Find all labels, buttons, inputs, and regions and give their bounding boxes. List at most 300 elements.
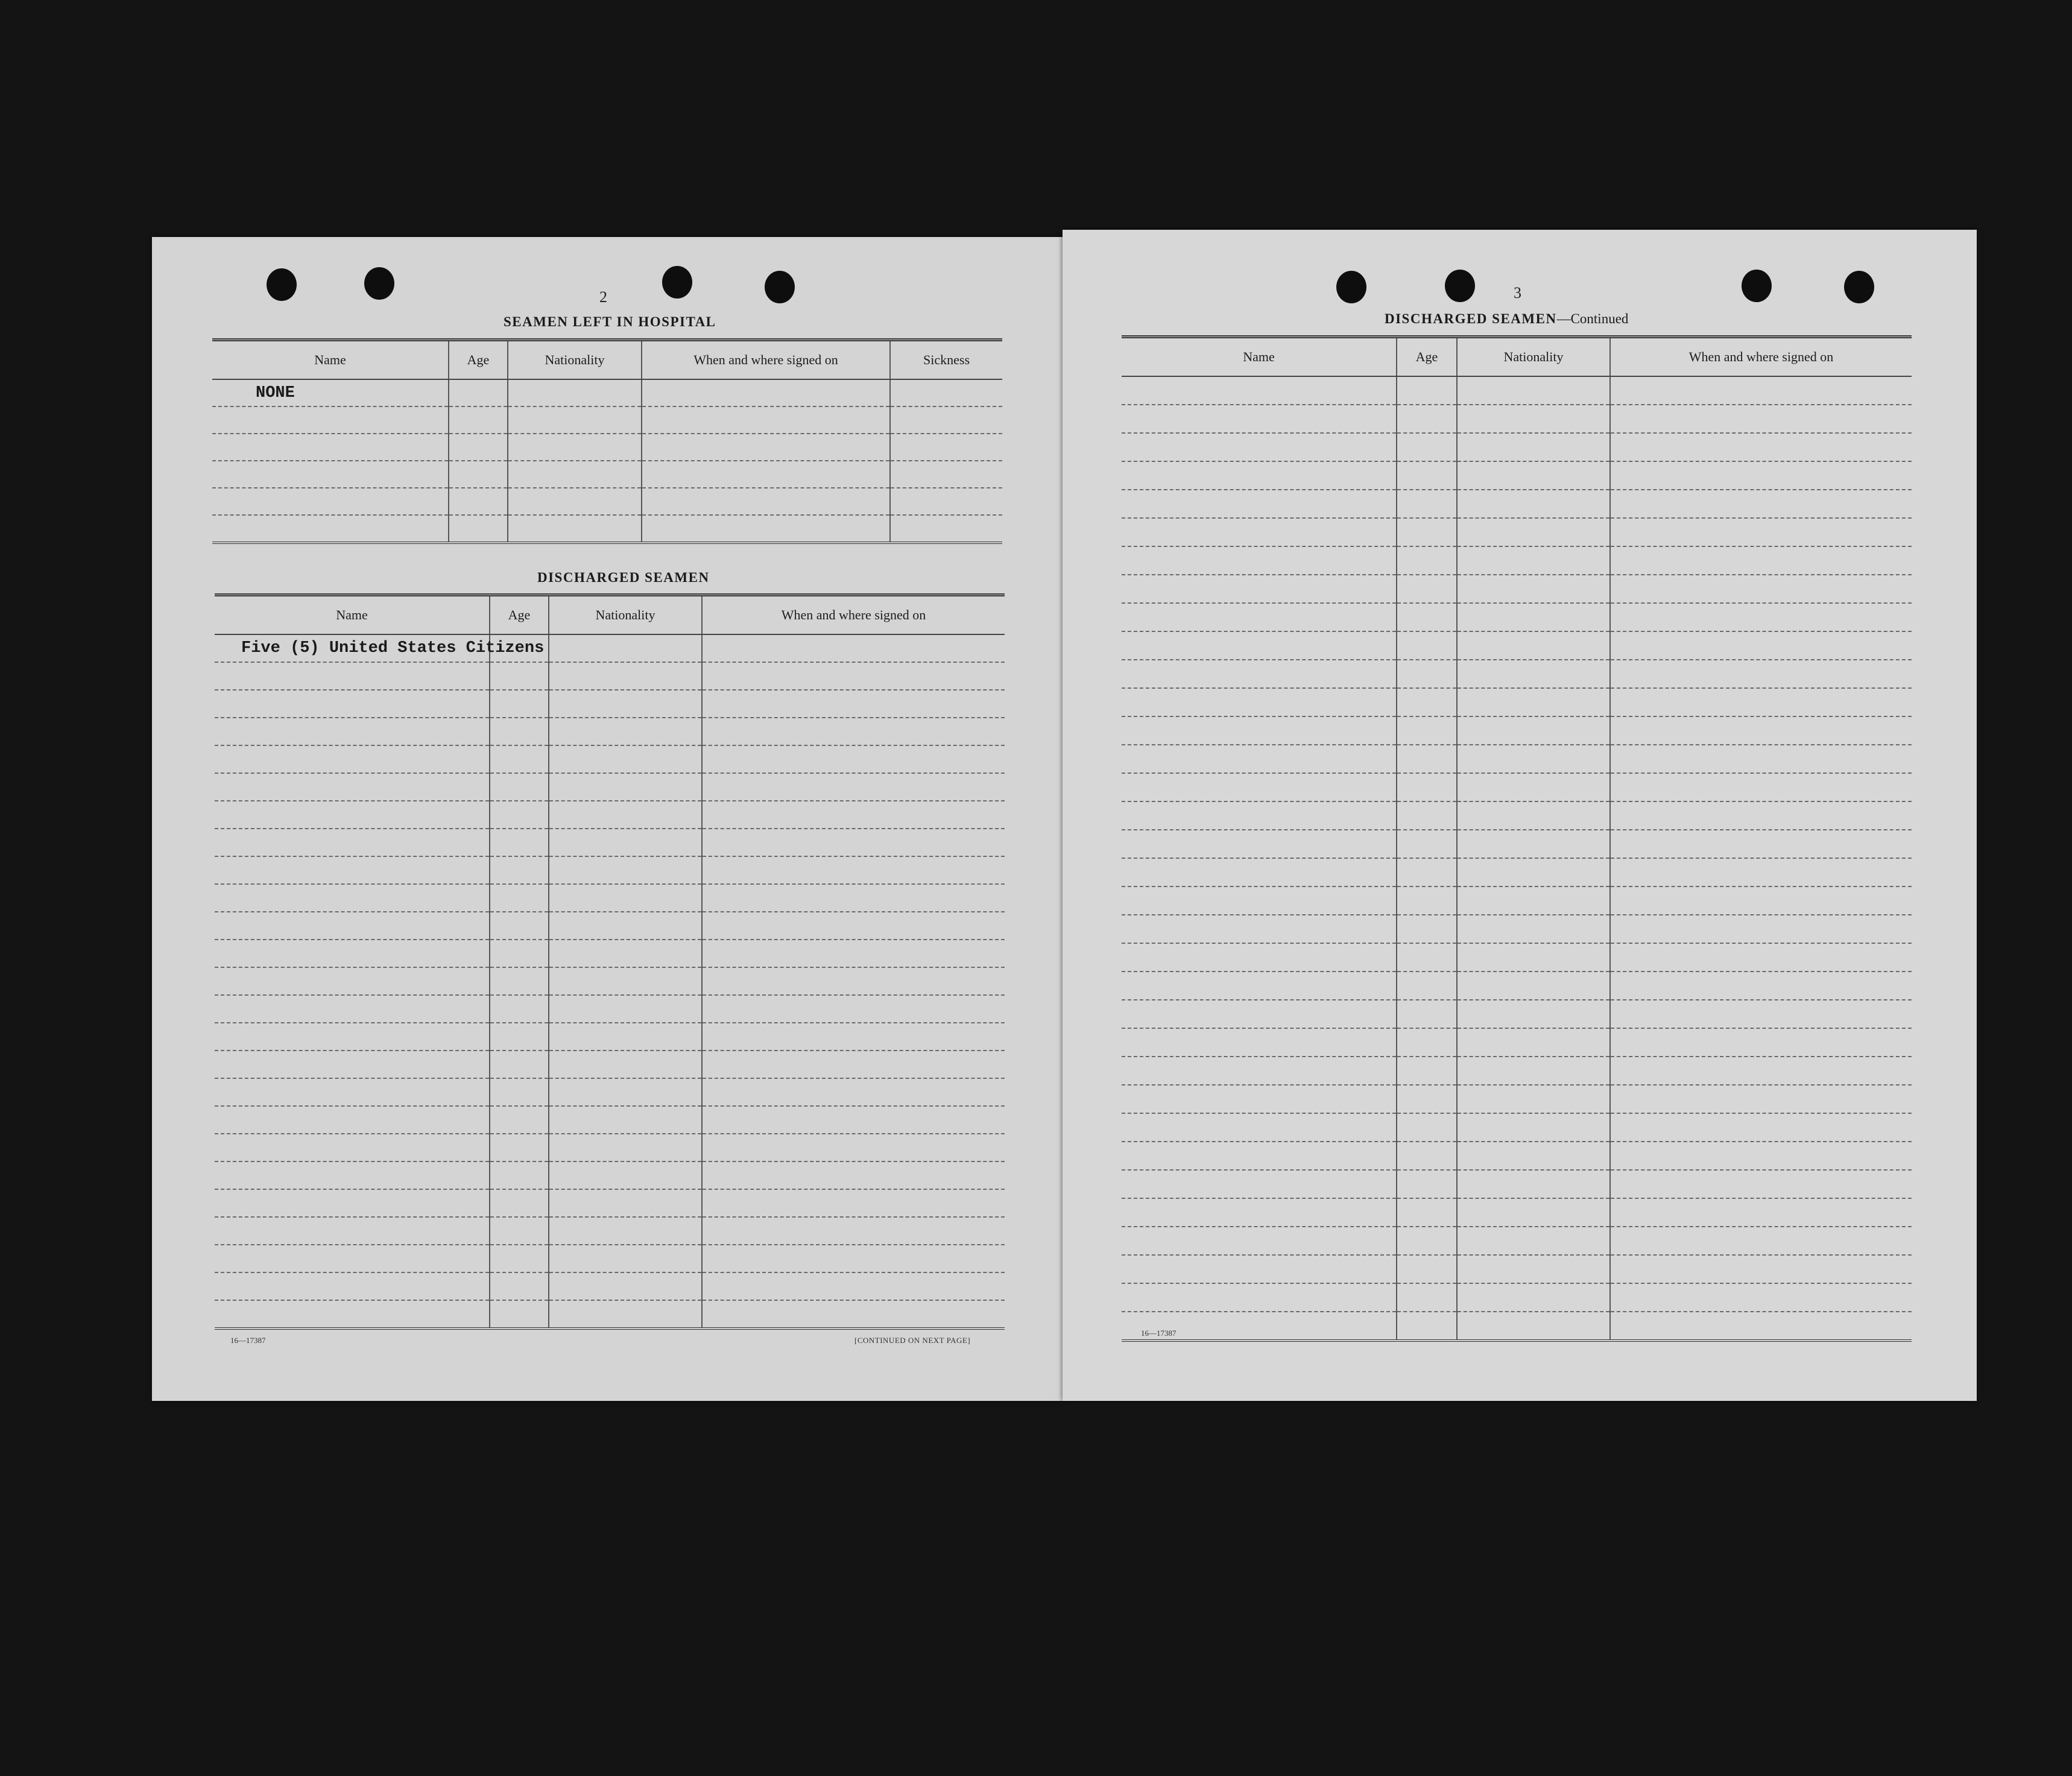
table-cell	[1457, 660, 1610, 688]
table-cell	[490, 690, 549, 718]
table-cell	[1610, 858, 1912, 886]
table-row	[1122, 405, 1912, 433]
table-cell	[549, 1023, 702, 1051]
table-cell	[549, 1217, 702, 1245]
title-suffix: —Continued	[1556, 311, 1629, 326]
table-cell	[1397, 688, 1457, 716]
table-cell	[1610, 716, 1912, 745]
table-cell	[215, 1300, 490, 1329]
table-row	[215, 1023, 1005, 1051]
table-row	[1122, 1028, 1912, 1057]
table-cell	[1397, 1312, 1457, 1341]
hospital-section-title: SEAMEN LEFT IN HOSPITAL	[504, 314, 716, 329]
punch-hole-icon	[267, 268, 297, 301]
table-cell	[1397, 745, 1457, 773]
table-row	[215, 1106, 1005, 1134]
table-cell	[702, 634, 1005, 662]
table-cell	[1397, 631, 1457, 660]
punch-hole-icon	[1844, 271, 1874, 303]
table-cell	[702, 1161, 1005, 1189]
table-row	[1122, 915, 1912, 943]
table-cell	[1610, 405, 1912, 433]
table-cell	[215, 1023, 490, 1051]
table-row	[1122, 886, 1912, 915]
table-cell	[1397, 1227, 1457, 1255]
table-cell	[212, 515, 449, 543]
table-cell	[490, 1106, 549, 1134]
table-cell	[1397, 972, 1457, 1000]
table-cell	[1397, 1170, 1457, 1198]
hospital-table	[212, 338, 1002, 544]
table-cell	[1397, 801, 1457, 830]
table-cell	[549, 1272, 702, 1300]
table-cell	[1397, 1057, 1457, 1085]
table-cell	[490, 745, 549, 773]
table-cell	[490, 912, 549, 940]
table-row	[1122, 575, 1912, 603]
table-cell	[549, 1078, 702, 1106]
column-header: Name	[212, 340, 449, 380]
table-cell	[215, 995, 490, 1023]
table-cell	[702, 801, 1005, 829]
table-cell	[702, 745, 1005, 773]
table-cell	[702, 1189, 1005, 1217]
table-cell	[642, 488, 890, 515]
table-cell	[1610, 1000, 1912, 1028]
table-cell	[890, 406, 1002, 434]
table-cell	[215, 1217, 490, 1245]
table-cell	[1610, 943, 1912, 972]
table-cell	[1610, 1142, 1912, 1170]
table-cell	[1457, 1283, 1610, 1312]
table-cell	[1457, 518, 1610, 546]
table-cell	[1610, 1028, 1912, 1057]
table-cell	[1397, 943, 1457, 972]
discharged-table	[215, 593, 1005, 1330]
table-row	[1122, 830, 1912, 858]
table-cell	[1610, 603, 1912, 631]
table-cell	[1457, 1085, 1610, 1113]
table-cell	[1457, 716, 1610, 745]
table-cell	[1610, 830, 1912, 858]
table-cell	[215, 1134, 490, 1161]
table-cell	[702, 1217, 1005, 1245]
table-cell	[1122, 1227, 1397, 1255]
table-cell	[890, 488, 1002, 515]
table-cell	[212, 406, 449, 434]
table-cell	[702, 884, 1005, 912]
table-cell	[1457, 1057, 1610, 1085]
table-cell	[1397, 490, 1457, 518]
table-row	[1122, 1085, 1912, 1113]
table-row	[1122, 773, 1912, 801]
table-cell	[215, 829, 490, 856]
table-row	[1122, 376, 1912, 405]
table-cell	[1122, 716, 1397, 745]
table-cell	[1122, 603, 1397, 631]
table-cell	[508, 515, 642, 543]
table-row	[1122, 943, 1912, 972]
table-cell	[549, 1106, 702, 1134]
table-cell	[549, 1051, 702, 1078]
table-cell	[1610, 631, 1912, 660]
table-cell	[1122, 575, 1397, 603]
table-cell	[490, 718, 549, 745]
table-row	[1122, 1312, 1912, 1341]
table-cell	[1457, 575, 1610, 603]
table-cell	[1397, 886, 1457, 915]
table-row	[215, 1189, 1005, 1217]
table-row	[212, 434, 1002, 461]
discharged-section-title: DISCHARGED SEAMEN	[537, 570, 710, 585]
table-cell	[1122, 943, 1397, 972]
table-cell	[449, 461, 508, 488]
table-cell	[1457, 1312, 1610, 1341]
right-page	[1063, 230, 1977, 1401]
table-cell	[215, 1106, 490, 1134]
table-cell	[1122, 1142, 1397, 1170]
table-cell	[490, 801, 549, 829]
table-cell	[702, 912, 1005, 940]
table-cell	[215, 1051, 490, 1078]
column-header: Age	[490, 595, 549, 635]
table-cell	[549, 856, 702, 884]
table-cell	[215, 801, 490, 829]
table-cell	[1457, 688, 1610, 716]
table-cell	[1457, 405, 1610, 433]
table-row	[215, 690, 1005, 718]
table-cell	[1397, 1283, 1457, 1312]
table-cell	[1610, 1198, 1912, 1227]
table-row	[215, 829, 1005, 856]
table-cell	[1122, 1198, 1397, 1227]
table-cell	[490, 1245, 549, 1272]
table-cell	[1122, 1113, 1397, 1142]
table-cell	[549, 1134, 702, 1161]
table-row	[215, 718, 1005, 745]
table-cell	[549, 1245, 702, 1272]
table-row	[215, 856, 1005, 884]
table-cell	[449, 406, 508, 434]
table-cell	[1122, 972, 1397, 1000]
table-cell	[549, 773, 702, 801]
table-cell	[490, 1134, 549, 1161]
table-row	[215, 884, 1005, 912]
table-cell	[1457, 830, 1610, 858]
table-cell	[890, 434, 1002, 461]
table-cell	[1122, 830, 1397, 858]
table-cell	[1397, 433, 1457, 461]
table-cell	[1457, 1198, 1610, 1227]
table-cell	[549, 718, 702, 745]
table-cell	[1457, 1142, 1610, 1170]
table-cell	[1457, 915, 1610, 943]
table-cell	[549, 940, 702, 967]
table-cell	[1397, 660, 1457, 688]
table-cell	[1122, 546, 1397, 575]
table-cell	[1397, 1000, 1457, 1028]
punch-hole-icon	[765, 271, 795, 303]
column-header: Name	[215, 595, 490, 635]
table-cell	[1457, 858, 1610, 886]
table-cell	[1610, 1113, 1912, 1142]
table-cell	[215, 718, 490, 745]
table-row	[1122, 716, 1912, 745]
table-cell	[1122, 461, 1397, 490]
table-cell	[490, 829, 549, 856]
table-cell	[490, 995, 549, 1023]
table-row	[1122, 1057, 1912, 1085]
table-cell	[1457, 943, 1610, 972]
table-cell	[702, 1078, 1005, 1106]
form-code: 16—17387	[1141, 1329, 1177, 1338]
table-row	[1122, 1283, 1912, 1312]
table-cell	[1397, 1198, 1457, 1227]
table-cell	[1122, 660, 1397, 688]
table-cell	[642, 406, 890, 434]
table-row	[215, 912, 1005, 940]
table-cell	[1457, 1255, 1610, 1283]
table-cell	[1610, 660, 1912, 688]
table-cell	[1457, 433, 1610, 461]
table-cell	[490, 1161, 549, 1189]
table-cell	[215, 912, 490, 940]
table-cell	[1610, 1255, 1912, 1283]
table-cell	[490, 1217, 549, 1245]
table-cell	[449, 488, 508, 515]
table-cell	[1122, 490, 1397, 518]
column-header: Age	[1397, 337, 1457, 377]
table-cell	[490, 967, 549, 995]
table-cell	[642, 515, 890, 543]
table-row	[1122, 1142, 1912, 1170]
table-row	[215, 662, 1005, 690]
table-cell	[1610, 1057, 1912, 1085]
table-cell	[1457, 490, 1610, 518]
table-row	[215, 1051, 1005, 1078]
table-cell	[490, 1023, 549, 1051]
column-header: Name	[1122, 337, 1397, 377]
table-cell	[1122, 376, 1397, 405]
discharged-continued-table	[1122, 335, 1912, 1342]
table-cell	[1397, 858, 1457, 886]
table-cell	[1397, 1028, 1457, 1057]
table-row	[212, 379, 1002, 406]
table-row	[1122, 972, 1912, 1000]
table-cell	[702, 1051, 1005, 1078]
table-row	[215, 967, 1005, 995]
punch-hole-icon	[364, 267, 394, 300]
table-row	[1122, 745, 1912, 773]
table-cell	[702, 995, 1005, 1023]
table-cell	[1122, 915, 1397, 943]
table-cell	[549, 967, 702, 995]
page-number: 2	[599, 288, 607, 306]
table-row	[215, 940, 1005, 967]
table-cell	[702, 1106, 1005, 1134]
table-cell	[1122, 433, 1397, 461]
table-cell	[1610, 546, 1912, 575]
table-cell	[549, 745, 702, 773]
table-row	[215, 1161, 1005, 1189]
table-cell	[1610, 773, 1912, 801]
table-cell	[549, 662, 702, 690]
column-header: Sickness	[890, 340, 1002, 380]
table-cell	[490, 1051, 549, 1078]
table-cell	[1397, 1085, 1457, 1113]
table-cell	[549, 1300, 702, 1329]
table-cell	[1610, 688, 1912, 716]
table-row	[1122, 490, 1912, 518]
table-cell	[1397, 603, 1457, 631]
table-cell	[1397, 1113, 1457, 1142]
table-cell	[1610, 1312, 1912, 1341]
punch-hole-icon	[1336, 271, 1366, 303]
table-cell	[549, 690, 702, 718]
table-cell	[1122, 518, 1397, 546]
table-cell	[1457, 801, 1610, 830]
table-cell	[1457, 603, 1610, 631]
table-cell	[1457, 376, 1610, 405]
table-cell	[215, 634, 545, 662]
table-cell	[490, 1078, 549, 1106]
table-row	[1122, 660, 1912, 688]
table-cell	[1397, 376, 1457, 405]
table-cell	[1122, 1170, 1397, 1198]
table-cell	[1397, 830, 1457, 858]
table-cell	[1610, 915, 1912, 943]
table-cell	[1122, 1283, 1397, 1312]
table-cell	[490, 884, 549, 912]
table-row	[215, 1134, 1005, 1161]
table-row	[1122, 546, 1912, 575]
table-row	[212, 515, 1002, 543]
column-header: Age	[449, 340, 508, 380]
punch-hole-icon	[662, 266, 692, 299]
table-cell	[702, 1272, 1005, 1300]
table-cell	[490, 773, 549, 801]
table-cell	[215, 884, 490, 912]
table-row	[215, 995, 1005, 1023]
column-header: Nationality	[1457, 337, 1610, 377]
table-cell	[449, 434, 508, 461]
table-row	[1122, 1227, 1912, 1255]
table-cell	[1457, 1113, 1610, 1142]
table-cell	[890, 461, 1002, 488]
table-row	[1122, 1000, 1912, 1028]
table-cell	[1457, 461, 1610, 490]
table-cell	[508, 406, 642, 434]
table-row	[215, 634, 1005, 662]
column-header: Nationality	[549, 595, 702, 635]
table-cell	[508, 461, 642, 488]
title-text: DISCHARGED SEAMEN	[1385, 311, 1557, 326]
table-cell	[702, 690, 1005, 718]
table-cell	[215, 856, 490, 884]
table-cell	[1610, 972, 1912, 1000]
table-cell	[890, 379, 1002, 406]
table-cell	[449, 379, 508, 406]
table-row	[215, 1078, 1005, 1106]
table-cell	[212, 461, 449, 488]
table-cell	[642, 434, 890, 461]
table-cell	[702, 773, 1005, 801]
table-cell	[1122, 745, 1397, 773]
table-cell	[1122, 1255, 1397, 1283]
table-cell	[1610, 433, 1912, 461]
table-cell	[1397, 518, 1457, 546]
table-row	[215, 1272, 1005, 1300]
table-cell	[215, 1245, 490, 1272]
table-row	[1122, 603, 1912, 631]
table-cell	[1457, 546, 1610, 575]
table-cell	[508, 379, 642, 406]
punch-hole-icon	[1445, 270, 1475, 302]
table-row	[1122, 461, 1912, 490]
table-row	[212, 488, 1002, 515]
table-cell	[1122, 1057, 1397, 1085]
discharged-continued-title	[1385, 311, 1628, 327]
table-cell	[1122, 1085, 1397, 1113]
table-cell	[215, 773, 490, 801]
table-cell	[1457, 1227, 1610, 1255]
table-cell	[702, 967, 1005, 995]
table-row	[212, 406, 1002, 434]
table-cell	[1457, 1028, 1610, 1057]
table-row	[1122, 1170, 1912, 1198]
table-cell	[215, 1078, 490, 1106]
table-cell	[1457, 631, 1610, 660]
table-row	[1122, 688, 1912, 716]
table-cell	[215, 940, 490, 967]
table-cell	[215, 1189, 490, 1217]
table-cell	[1122, 801, 1397, 830]
table-cell	[1457, 1000, 1610, 1028]
table-cell	[490, 940, 549, 967]
table-cell	[549, 829, 702, 856]
table-row	[1122, 801, 1912, 830]
table-cell	[1122, 858, 1397, 886]
table-row	[1122, 631, 1912, 660]
table-cell	[1610, 1170, 1912, 1198]
table-row	[1122, 433, 1912, 461]
table-cell	[1122, 886, 1397, 915]
table-cell	[1397, 575, 1457, 603]
table-cell	[702, 829, 1005, 856]
table-cell	[1397, 546, 1457, 575]
table-cell	[1397, 405, 1457, 433]
table-row	[215, 1245, 1005, 1272]
table-cell	[212, 379, 449, 406]
table-cell	[702, 940, 1005, 967]
table-cell	[1397, 1142, 1457, 1170]
table-row	[215, 745, 1005, 773]
table-cell	[642, 379, 890, 406]
table-cell	[642, 461, 890, 488]
table-cell	[1122, 1000, 1397, 1028]
table-cell	[702, 718, 1005, 745]
table-cell	[215, 967, 490, 995]
table-cell	[702, 1245, 1005, 1272]
table-row	[212, 461, 1002, 488]
table-cell	[1457, 1170, 1610, 1198]
table-cell	[215, 690, 490, 718]
table-cell	[215, 662, 490, 690]
column-header: When and where signed on	[1610, 337, 1912, 377]
table-cell	[1122, 405, 1397, 433]
column-header: When and where signed on	[702, 595, 1005, 635]
entry-text: NONE	[256, 384, 295, 402]
